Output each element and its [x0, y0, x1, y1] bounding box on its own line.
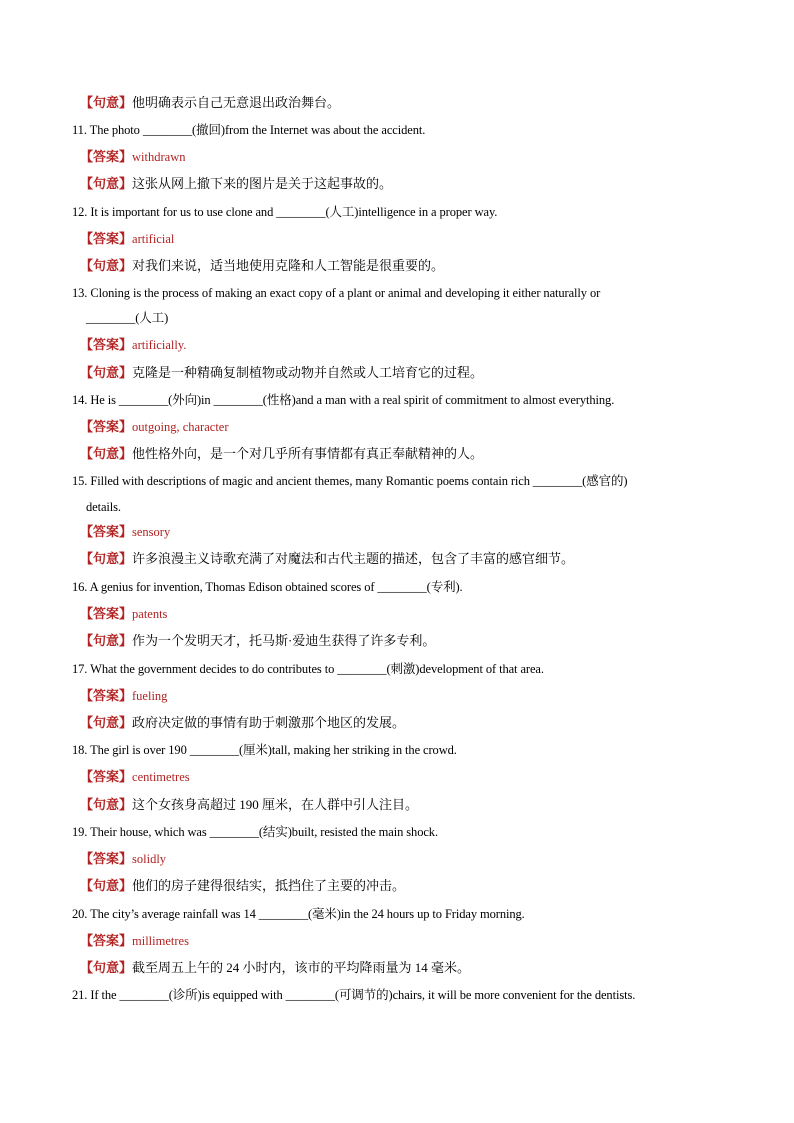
meaning-text: 对我们来说，适当地使用克隆和人工智能是很重要的。 — [132, 258, 445, 273]
answer-text: patents — [132, 607, 168, 621]
meaning-tag: 【句意】 — [80, 176, 133, 191]
answer-tag: 【答案】 — [80, 419, 133, 434]
item-17-meaning — [0, 713, 794, 733]
question-13: 13. Cloning is the process of making an exact copy of a plant or animal and developing it either naturally or — [72, 286, 601, 300]
question-14: 14. He is ________(外向)in ________(性格)and a man with a real spirit of commitment to almost everything. — [72, 393, 615, 407]
question-11: 11. The photo ________(撤回)from the Internet was about the accident. — [72, 123, 426, 137]
answer-text: sensory — [132, 525, 171, 539]
meaning-text: 政府决定做的事情有助于刺激那个地区的发展。 — [132, 715, 406, 730]
item-19-answer — [0, 849, 794, 869]
question-19: 19. Their house, which was ________(结实)built, resisted the main shock. — [72, 825, 438, 839]
meaning-text: 截至周五上午的 24 小时内，该市的平均降雨量为 14 毫米。 — [132, 960, 471, 975]
meaning-text: 作为一个发明天才，托马斯·爱迪生获得了许多专利。 — [132, 633, 436, 648]
answer-text: millimetres — [132, 934, 189, 948]
meaning-tag: 【句意】 — [80, 365, 133, 380]
answer-text: centimetres — [132, 770, 190, 784]
meaning-tag: 【句意】 — [80, 551, 133, 566]
question-17: 17. What the government decides to do contributes to ________(刺激)development of that area. — [72, 662, 544, 676]
meaning-tag: 【句意】 — [80, 715, 133, 730]
item-14-answer — [0, 417, 794, 437]
item-16-answer — [0, 604, 794, 624]
answer-tag: 【答案】 — [80, 851, 133, 866]
answer-tag: 【答案】 — [80, 688, 133, 703]
answer-tag: 【答案】 — [80, 149, 133, 164]
meaning-tag: 【句意】 — [80, 258, 133, 273]
meaning-tag: 【句意】 — [80, 960, 133, 975]
item-13-meaning — [0, 363, 794, 383]
question-21: 21. If the ________(诊所)is equipped with ________(可调节的)chairs, it will be more convenient for the dentists. — [72, 988, 636, 1002]
answer-text: artificially. — [132, 338, 187, 352]
item-16-meaning — [0, 631, 794, 651]
question-16: 16. A genius for invention, Thomas Edison obtained scores of ________(专利). — [72, 580, 463, 594]
meaning-text: 他们的房子建得很结实，抵挡住了主要的冲击。 — [132, 878, 406, 893]
item-17-answer — [0, 686, 794, 706]
item-18-meaning — [0, 795, 794, 815]
meaning-text: 许多浪漫主义诗歌充满了对魔法和古代主题的描述，包含了丰富的感官细节。 — [132, 551, 575, 566]
answer-text: fueling — [132, 689, 168, 703]
item-10-meaning — [0, 93, 794, 113]
meaning-text: 他性格外向，是一个对几乎所有事情都有真正奉献精神的人。 — [132, 446, 484, 461]
answer-tag: 【答案】 — [80, 933, 133, 948]
meaning-text: 这个女孩身高超过 190 厘米，在人群中引人注目。 — [132, 797, 419, 812]
question-15-continuation: details. — [86, 500, 121, 514]
item-15-meaning — [0, 549, 794, 569]
answer-text: artificial — [132, 232, 175, 246]
question-20: 20. The city’s average rainfall was 14 ________(毫米)in the 24 hours up to Friday morning. — [72, 907, 525, 921]
question-15: 15. Filled with descriptions of magic and ancient themes, many Romantic poems contain rich ________(感官的) — [72, 474, 628, 488]
answer-tag: 【答案】 — [80, 524, 133, 539]
meaning-tag: 【句意】 — [80, 797, 133, 812]
meaning-text: 这张从网上撤下来的图片是关于这起事故的。 — [132, 176, 393, 191]
item-20-meaning — [0, 958, 794, 978]
answer-tag: 【答案】 — [80, 337, 133, 352]
answer-text: solidly — [132, 852, 167, 866]
answer-tag: 【答案】 — [80, 606, 133, 621]
item-12-meaning — [0, 256, 794, 276]
item-13-answer — [0, 335, 794, 355]
question-13-continuation: ________(人工) — [86, 311, 169, 325]
question-12: 12. It is important for us to use clone and ________(人工)intelligence in a proper way. — [72, 205, 498, 219]
meaning-tag: 【句意】 — [80, 446, 133, 461]
answer-text: outgoing, character — [132, 420, 229, 434]
answer-tag: 【答案】 — [80, 231, 133, 246]
answer-text: withdrawn — [132, 150, 186, 164]
answer-tag: 【答案】 — [80, 769, 133, 784]
question-18: 18. The girl is over 190 ________(厘米)tall, making her striking in the crowd. — [72, 743, 457, 757]
item-15-answer — [0, 522, 794, 542]
item-11-meaning — [0, 174, 794, 194]
meaning-tag: 【句意】 — [80, 878, 133, 893]
item-12-answer — [0, 229, 794, 249]
meaning-tag: 【句意】 — [80, 95, 133, 110]
meaning-text: 克隆是一种精确复制植物或动物并自然或人工培育它的过程。 — [132, 365, 484, 380]
item-14-meaning — [0, 444, 794, 464]
meaning-tag: 【句意】 — [80, 633, 133, 648]
meaning-text: 他明确表示自己无意退出政治舞台。 — [132, 95, 341, 110]
item-18-answer — [0, 767, 794, 787]
item-11-answer — [0, 147, 794, 167]
item-19-meaning — [0, 876, 794, 896]
item-20-answer — [0, 931, 794, 951]
